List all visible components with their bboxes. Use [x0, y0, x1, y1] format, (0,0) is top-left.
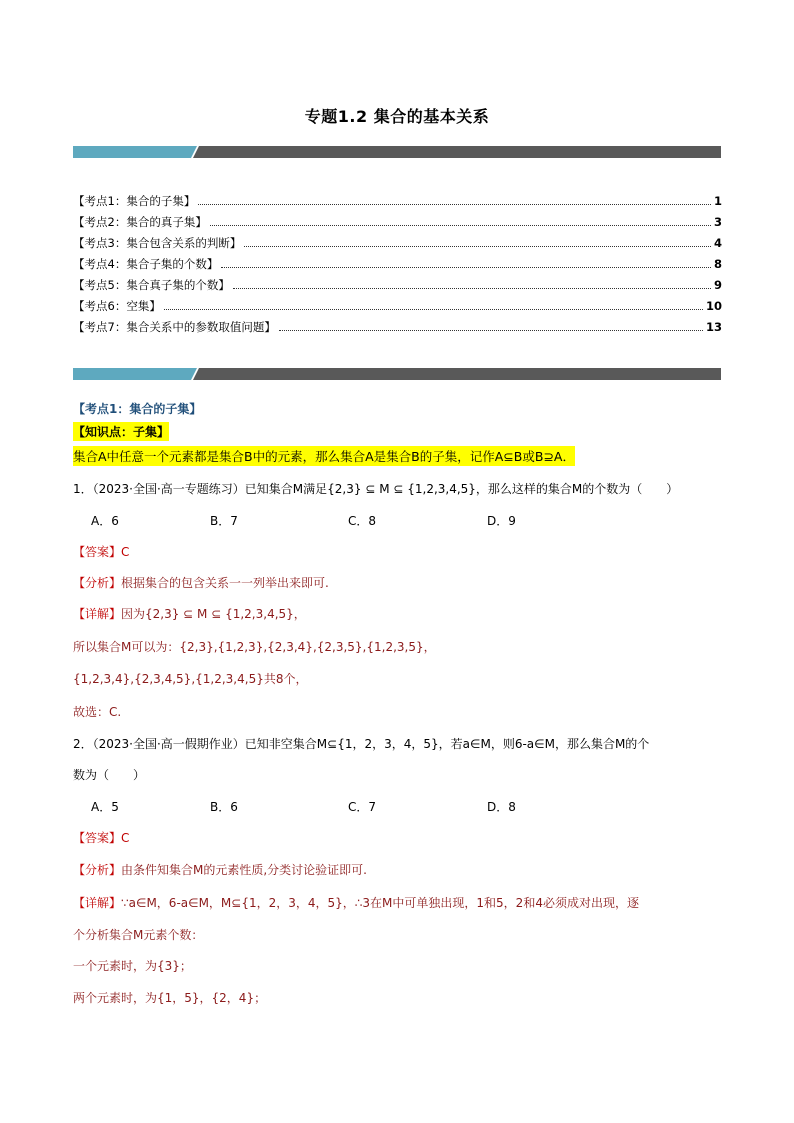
q1-option-d: D．9	[487, 514, 516, 528]
detail-tag: 【详解】	[73, 896, 122, 910]
toc-item-page: 13	[705, 320, 722, 334]
toc-leader-dots	[279, 330, 703, 331]
toc-item-label: 【考点5：集合真子集的个数】	[73, 278, 230, 292]
knowledge-text: 集合A中任意一个元素都是集合B中的元素，那么集合A是集合B的子集，记作A⊆B或B⊇A．	[73, 446, 575, 466]
q2-detail-line: 个分析集合M元素个数：	[73, 928, 204, 942]
section-divider-bar	[73, 368, 721, 380]
section-heading: 【考点1：集合的子集】	[73, 402, 202, 416]
q1-detail-line: 所以集合M可以为：{2,3},{1,2,3},{2,3,4},{2,3,5},{1,2,3,5}，	[73, 640, 436, 654]
analysis-tag: 【分析】	[73, 576, 122, 590]
detail-text: 因为{2,3} ⊆ M ⊆ {1,2,3,4,5}，	[121, 607, 306, 621]
toc-item-page: 3	[713, 215, 722, 229]
q2-answer	[73, 829, 129, 846]
toc-item-label: 【考点2：集合的真子集】	[73, 215, 207, 229]
knowledge-title: 【知识点：子集】	[73, 422, 169, 441]
question-1-stem: 1．（2023·全国·高一专题练习）已知集合M满足{2,3} ⊆ M ⊆ {1,2,3,4,5}，那么这样的集合M的个数为（ ）	[73, 482, 679, 496]
q2-analysis	[73, 861, 367, 878]
toc-leader-dots	[198, 204, 711, 205]
detail-text: ∵a∈M，6-a∈M，M⊆{1，2，3，4，5}，∴3在M中可单独出现，1和5，2和4必须成对出现，逐	[121, 896, 639, 910]
toc-item[interactable]	[73, 192, 722, 210]
q1-analysis	[73, 574, 329, 591]
q2-detail-line: 两个元素时，为{1，5}，{2，4}；	[73, 991, 267, 1005]
toc-leader-dots	[210, 225, 711, 226]
q1-option-b: B．7	[210, 514, 238, 528]
toc-item[interactable]	[73, 213, 722, 231]
answer-value: C	[121, 831, 130, 845]
toc-item-label: 【考点7：集合关系中的参数取值问题】	[73, 320, 276, 334]
divider-teal-segment	[73, 146, 197, 158]
toc-item[interactable]	[73, 234, 722, 252]
q1-option-a: A．6	[91, 514, 119, 528]
q1-detail-line: {1,2,3,4},{2,3,4,5},{1,2,3,4,5}共8个，	[73, 672, 308, 686]
page-title: 专题1.2 集合的基本关系	[304, 107, 490, 126]
q2-detail-line: 一个元素时，为{3}；	[73, 959, 192, 973]
q1-option-c: C．8	[348, 514, 377, 528]
q1-answer	[73, 543, 129, 560]
toc-item-page: 1	[713, 194, 722, 208]
divider-gray-segment	[193, 368, 721, 380]
answer-tag: 【答案】	[73, 831, 122, 845]
toc-item-page: 8	[713, 257, 722, 271]
toc-leader-dots	[244, 246, 711, 247]
analysis-text: 由条件知集合M的元素性质,分类讨论验证即可.	[121, 863, 367, 877]
toc-leader-dots	[164, 309, 703, 310]
answer-tag: 【答案】	[73, 545, 122, 559]
analysis-text: 根据集合的包含关系一一列举出来即可.	[121, 576, 329, 590]
toc-item-label: 【考点3：集合包含关系的判断】	[73, 236, 242, 250]
toc-item-page: 9	[713, 278, 722, 292]
answer-value: C	[121, 545, 130, 559]
q2-option-b: B．6	[210, 800, 238, 814]
question-2-stem: 2．（2023·全国·高一假期作业）已知非空集合M⊆{1，2，3，4，5}，若a∈M，则6-a∈M，那么集合M的个	[73, 737, 650, 751]
toc-item[interactable]	[73, 276, 722, 294]
q2-detail	[73, 894, 639, 911]
toc-leader-dots	[221, 267, 711, 268]
divider-gray-segment	[193, 146, 721, 158]
toc-item-label: 【考点6：空集】	[73, 299, 161, 313]
toc-item-page: 10	[705, 299, 722, 313]
q2-option-d: D．8	[487, 800, 516, 814]
analysis-tag: 【分析】	[73, 863, 122, 877]
detail-tag: 【详解】	[73, 607, 122, 621]
toc-item-label: 【考点1：集合的子集】	[73, 194, 196, 208]
question-2-stem-cont: 数为（ ）	[73, 768, 146, 782]
toc-item-label: 【考点4：集合子集的个数】	[73, 257, 219, 271]
toc-item[interactable]	[73, 255, 722, 273]
toc-leader-dots	[233, 288, 711, 289]
divider-teal-segment	[73, 368, 197, 380]
q2-option-c: C．7	[348, 800, 377, 814]
q2-option-a: A．5	[91, 800, 119, 814]
toc-item-page: 4	[713, 236, 722, 250]
q1-detail-line: 故选：C.	[73, 705, 122, 719]
toc-item[interactable]	[73, 297, 722, 315]
title-divider-bar	[73, 146, 721, 158]
toc-item[interactable]	[73, 318, 722, 336]
q1-detail	[73, 605, 306, 622]
